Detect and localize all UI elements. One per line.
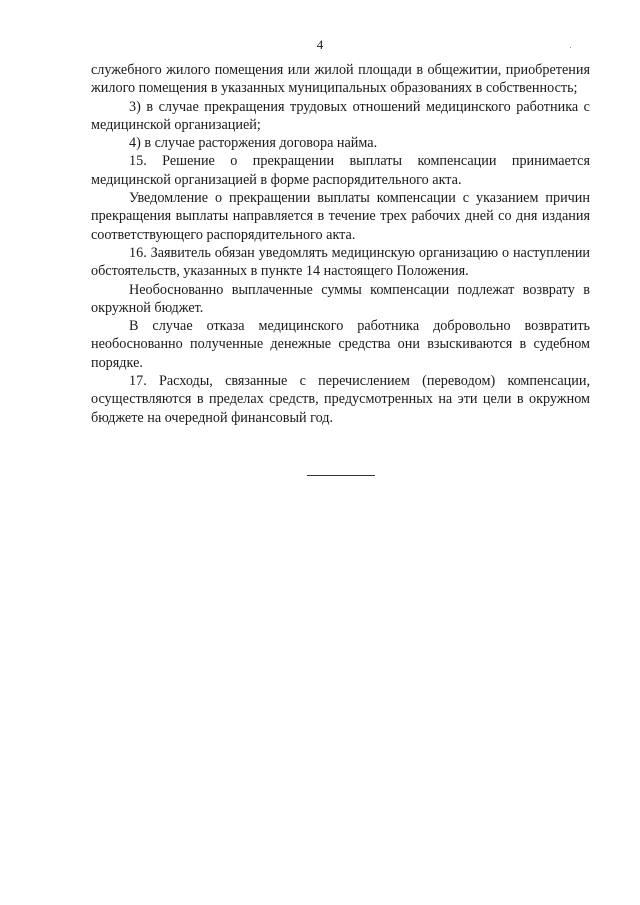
end-separator-line [307,475,375,476]
paragraph-notification: Уведомление о прекращении выплаты компенсации с указанием причин прекращения выплаты направляется в течение трех рабочих дней со дня издания соответствующего распорядительного акта. [91,190,590,243]
paragraph-item-3: 3) в случае прекращения трудовых отношений медицинского работника с медицинской организацией; [91,98,590,133]
document-body [91,61,590,427]
paragraph-item-4: 4) в случае расторжения договора найма. [129,135,378,152]
paragraph-refund: Необоснованно выплаченные суммы компенсации подлежат возврату в окружной бюджет. [91,281,590,316]
paragraph-clause-15: 15. Решение о прекращении выплаты компенсации принимается медицинской организацией в форме распорядительного акта. [91,153,590,188]
scan-speck [570,47,571,48]
paragraph-continuation: служебного жилого помещения или жилой площади в общежитии, приобретения жилого помещения в указанных муниципальных образованиях в собственность; [91,62,590,97]
paragraph-refusal: В случае отказа медицинского работника добровольно возвратить необоснованно полученные денежные средства они взыскиваются в судебном порядке. [91,318,590,371]
paragraph-clause-16: 16. Заявитель обязан уведомлять медицинскую организацию о наступлении обстоятельств, указанных в пункте 14 настоящего Положения. [91,244,590,280]
paragraph-clause-17: 17. Расходы, связанные с перечислением (переводом) компенсации, осуществляются в пределах средств, предусмотренных на эти цели в окружном бюджете на очередной финансовый год. [91,373,590,426]
page-number: 4 [316,37,324,52]
